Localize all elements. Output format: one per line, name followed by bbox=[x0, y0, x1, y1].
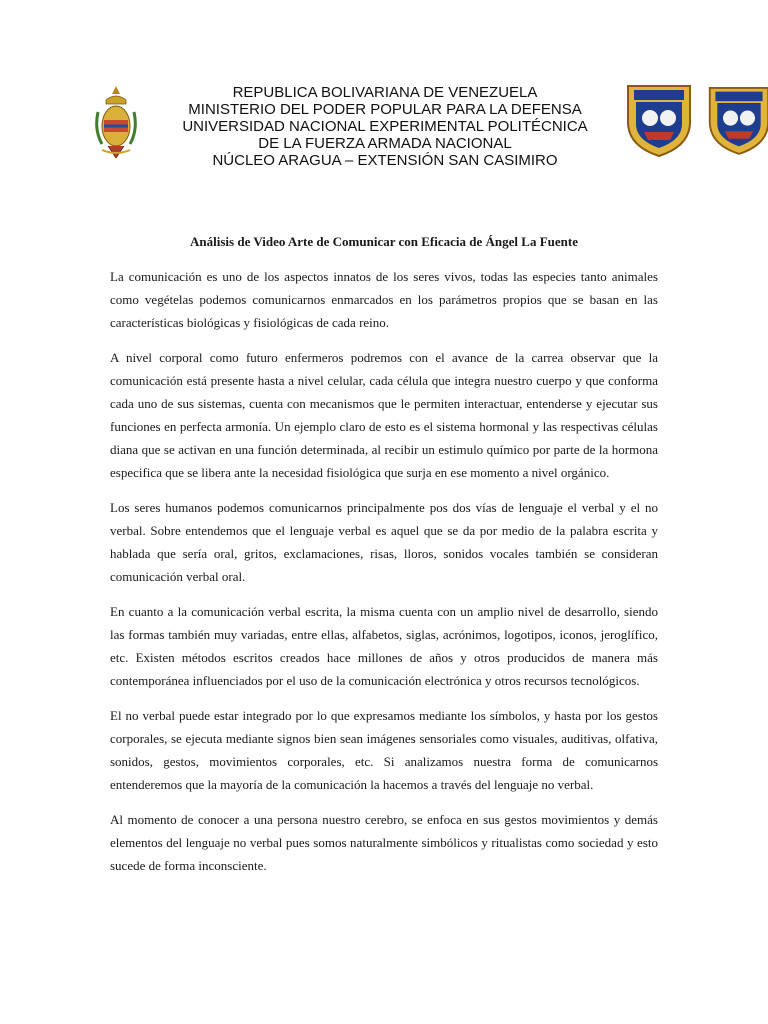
paragraph: Los seres humanos podemos comunicarnos principalmente pos dos vías de lenguaje el verbal y el no verbal. Sobre entendemos que el lenguaje verbal es aquel que se da por medio de la palabra escrita y hablada que sería oral, gritos, exclamaciones, risas, lloros, sonidos vocales también se consideran comunicación verbal oral. bbox=[110, 500, 658, 584]
institution-header bbox=[0, 80, 768, 170]
paragraph: En cuanto a la comunicación verbal escrita, la misma cuenta con un amplio nivel de desarrollo, siendo las formas también muy variadas, entre ellas, alfabetos, siglas, acrónimos, logotipos, iconos, jeroglífico, etc. Existen métodos escritos creados hace millones de años y otros producidos de manera más contemporánea influenciados por el uso de la comunicación electrónica y otros recursos tecnológicos. bbox=[110, 604, 658, 688]
paragraph: La comunicación es uno de los aspectos innatos de los seres vivos, todas las especies tanto animales como vegételas podemos comunicarnos enmarcados en los parámetros propios que se basan en las características biológicas y fisiológicas de cada reino. bbox=[110, 269, 658, 330]
paragraph: El no verbal puede estar integrado por lo que expresamos mediante los símbolos, y hasta por los gestos corporales, se ejecuta mediante signos bien sean imágenes sensoriales como visuales, auditivas, olfativa, sonidos, gestos, movimientos corporales, etc. Si analizamos nuestra forma de comunicarnos entenderemos que la mayoría de la comunicación la hacemos a través del lenguaje no verbal. bbox=[110, 708, 658, 792]
header-line: REPUBLICA BOLIVARIANA DE VENEZUELA bbox=[232, 84, 538, 101]
unefa-shield-icon bbox=[624, 80, 694, 158]
document-title: Análisis de Video Arte de Comunicar con Eficacia de Ángel La Fuente bbox=[190, 234, 578, 249]
unefa-shield-icon bbox=[706, 80, 768, 158]
army-coat-of-arms-icon bbox=[92, 84, 140, 164]
document-body bbox=[110, 265, 658, 889]
header-line: MINISTERIO DEL PODER POPULAR PARA LA DEFENSA bbox=[188, 101, 582, 118]
paragraph: Al momento de conocer a una persona nuestro cerebro, se enfoca en sus gestos movimientos y demás elementos del lenguaje no verbal pues somos naturalmente simbólicos y ritualistas como sociedad y esto sucede de forma inconsciente. bbox=[110, 812, 658, 873]
header-line: DE LA FUERZA ARMADA NACIONAL bbox=[258, 135, 512, 152]
header-line: UNIVERSIDAD NACIONAL EXPERIMENTAL POLITÉCNICA bbox=[182, 118, 588, 135]
paragraph: A nivel corporal como futuro enfermeros podremos con el avance de la carrea observar que la comunicación está presente hasta a nivel celular, cada célula que integra nuestro cuerpo y que conforma cada uno de sus sistemas, cuenta con mecanismos que le permiten interactuar, entenderse y ejecutar sus funciones en perfecta armonía. Un ejemplo claro de esto es el sistema hormonal y las respectivas células diana que se activan en una función determinada, al recibir un estimulo químico por parte de la hormona especifica que se libera ante la necesidad fisiológica que surja en ese momento a nivel orgánico. bbox=[110, 350, 658, 480]
header-text-block bbox=[150, 84, 620, 169]
header-line: NÚCLEO ARAGUA – EXTENSIÓN SAN CASIMIRO bbox=[212, 152, 558, 169]
